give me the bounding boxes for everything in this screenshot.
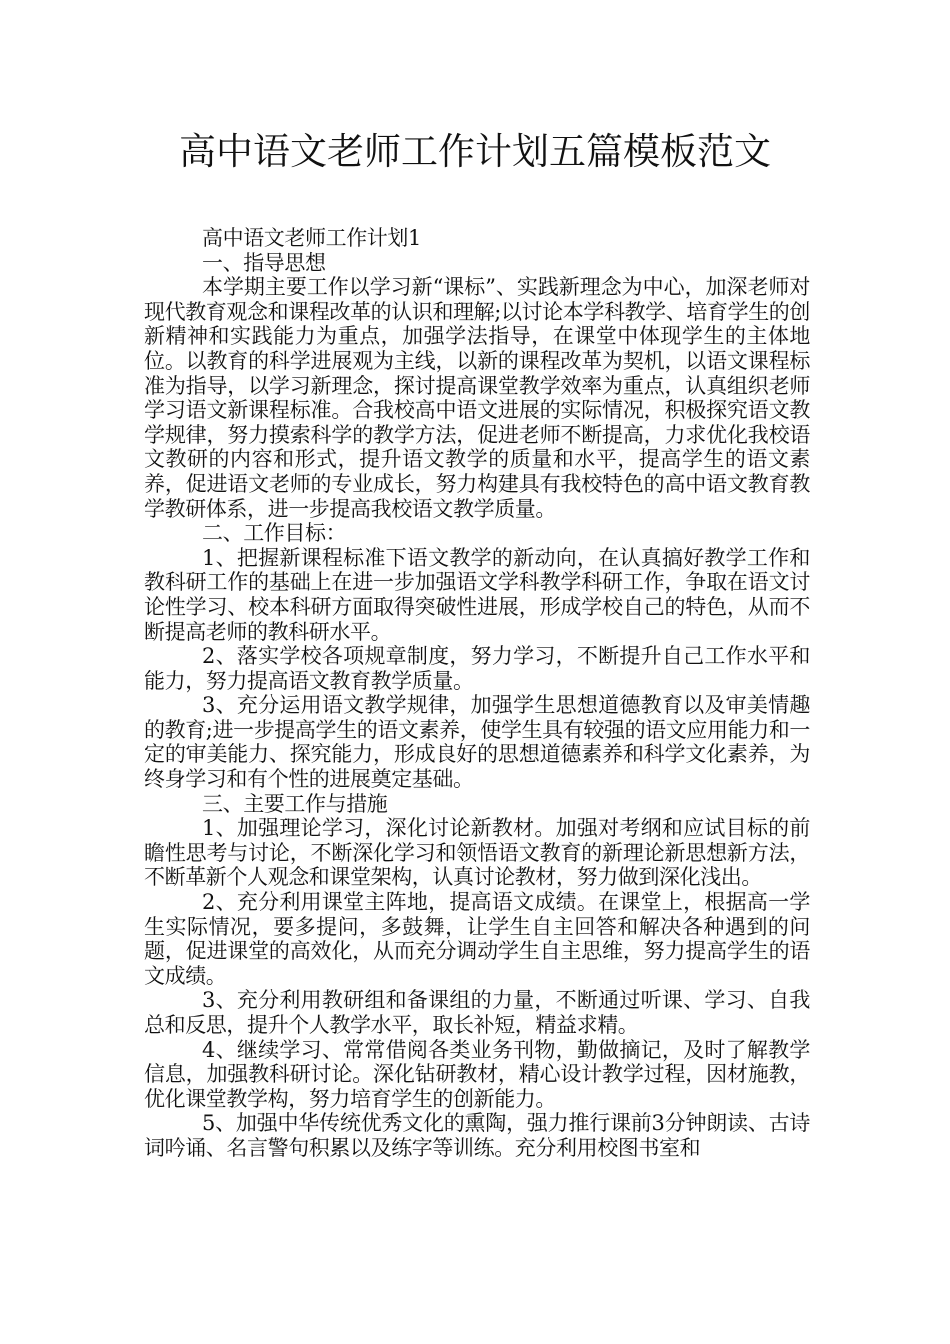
paragraph-measure-3: 3、充分利用教研组和备课组的力量，不断通过听课、学习、自我总和反思，提升个人教学水平，取长补短，精益求精。 — [144, 988, 810, 1037]
paragraph-goal-3: 3、充分运用语文教学规律，加强学生思想道德教育以及审美情趣的教育;进一步提高学生的语文素养，使学生具有较强的语文应用能力和一定的审美能力、探究能力，形成良好的思想道德素养和科学文化素养，为终身学习和有个性的进展奠定基础。 — [144, 693, 810, 792]
paragraph-measure-2: 2、充分利用课堂主阵地，提高语文成绩。在课堂上，根据高一学生实际情况，要多提问，多鼓舞，让学生自主回答和解决各种遇到的问题，促进课堂的高效化，从而充分调动学生自主思维，努力提高学生的语文成绩。 — [144, 890, 810, 988]
document-body — [144, 226, 810, 1161]
document-title: 高中语文老师工作计划五篇模板范文 — [179, 130, 771, 173]
paragraph-measure-5: 5、加强中华传统优秀文化的熏陶，强力推行课前3分钟朗读、古诗词吟诵、名言警句积累以及练字等训练。充分利用校图书室和 — [144, 1111, 810, 1160]
section-heading-plan-1: 高中语文老师工作计划1 — [202, 226, 421, 250]
paragraph-measure-4: 4、继续学习、常常借阅各类业务刊物，勤做摘记，及时了解教学信息，加强教科研讨论。深化钻研教材，精心设计教学过程，因材施教，优化课堂教学构，努力培育学生的创新能力。 — [144, 1037, 810, 1111]
paragraph-measure-1: 1、加强理论学习，深化讨论新教材。加强对考纲和应试目标的前瞻性思考与讨论，不断深化学习和领悟语文教育的新理论新思想新方法，不断革新个人观念和课堂架构，认真讨论教材，努力做到深化浅出。 — [144, 816, 810, 890]
paragraph-guiding-thought: 本学期主要工作以学习新“课标”、实践新理念为中心，加深老师对现代教育观念和课程改革的认识和理解;以讨论本学科教学、培育学生的创新精神和实践能力为重点，加强学法指导，在课堂中体现学生的主体地位。以教育的科学进展观为主线，以新的课程改革为契机，以语文课程标准为指导，以学习新理念，探讨提高课堂教学效率为重点，认真组织老师学习语文新课程标准。合我校高中语文进展的实际情况，积极探究语文教学规律，努力摸索科学的教学方法，促进老师不断提高，力求优化我校语文教研的内容和形式，提升语文教学的质量和水平，提高学生的语文素养，促进语文老师的专业成长，努力构建具有我校特色的高中语文教育教学教研体系，进一步提高我校语文教学质量。 — [144, 275, 810, 521]
section-heading-guiding-thought: 一、指导思想 — [202, 250, 326, 275]
paragraph-goal-1: 1、把握新课程标准下语文教学的新动向，在认真搞好教学工作和教科研工作的基础上在进一步加强语文学科教学科研工作，争取在语文讨论性学习、校本科研方面取得突破性进展，形成学校自己的特色，从而不断提高老师的教科研水平。 — [144, 545, 810, 644]
section-heading-main-work: 三、主要工作与措施 — [202, 791, 388, 816]
section-heading-work-goals: 二、工作目标： — [202, 521, 347, 546]
paragraph-goal-2: 2、落实学校各项规章制度，努力学习，不断提升自己工作水平和能力，努力提高语文教育教学质量。 — [144, 644, 810, 693]
